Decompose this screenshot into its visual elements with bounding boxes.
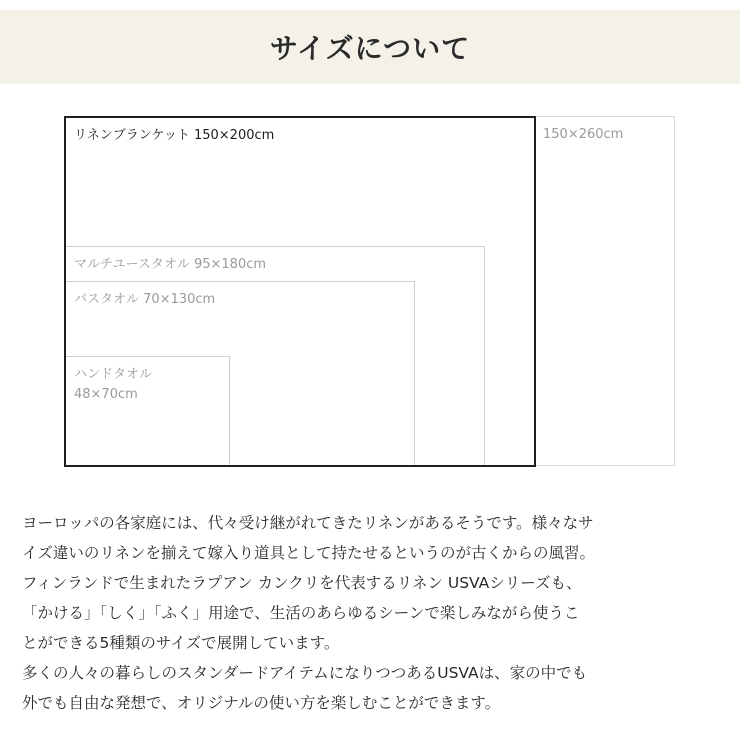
- bath-towel-label: バスタオル 70×130cm: [74, 292, 216, 307]
- description-line: ヨーロッパの各家庭には、代々受け継がれてきたリネンがあるそうです。様々なサ: [22, 514, 594, 532]
- description-text: [22, 508, 722, 718]
- description-line: フィンランドで生まれたラプアン カンクリを代表するリネン USVAシリーズも、: [22, 574, 582, 592]
- multi-towel-label: マルチユースタオル 95×180cm: [74, 257, 267, 272]
- hand-towel-size: 48×70cm: [74, 387, 138, 402]
- section-title: サイズについて: [269, 32, 471, 65]
- blanket-200-label: リネンブランケット 150×200cm: [74, 128, 275, 143]
- description-line: 「かける」「しく」「ふく」用途で、生活のあらゆるシーンで楽しみながら使うこ: [22, 604, 580, 622]
- description-line: 多くの人々の暮らしのスタンダードアイテムになりつつあるUSVAは、家の中でも: [22, 664, 588, 682]
- description-line: とができる5種類のサイズで展開しています。: [22, 634, 340, 652]
- blanket-260-label: 150×260cm: [543, 127, 624, 142]
- description-line: 外でも自由な発想で、オリジナルの使い方を楽しむことができます。: [22, 694, 501, 712]
- section-header: [0, 10, 740, 84]
- hand-towel-name: ハンドタオル: [74, 367, 153, 382]
- blanket-200-outline: [64, 116, 536, 467]
- description-line: イズ違いのリネンを揃えて嫁入り道具として持たせるというのが古くからの風習。: [22, 544, 596, 562]
